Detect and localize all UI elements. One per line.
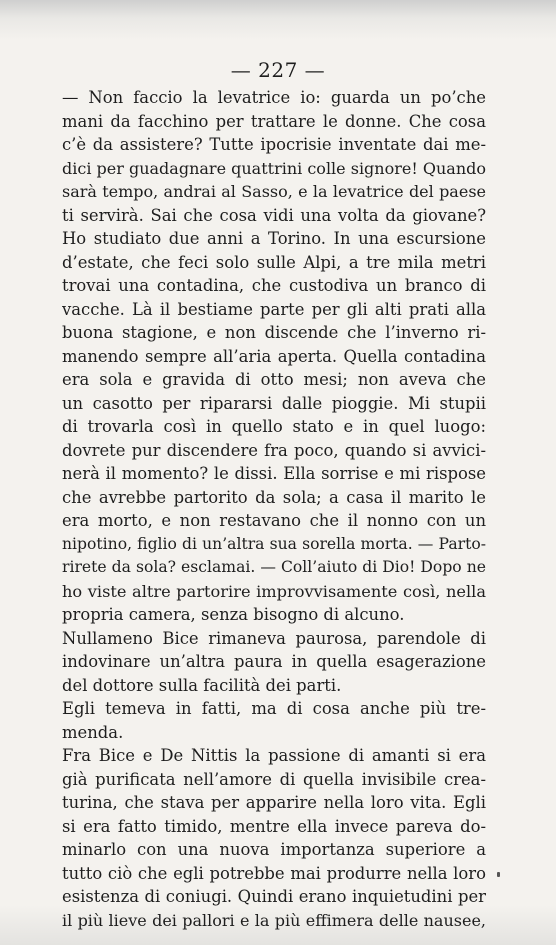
text-line: rirete da sola? esclamai. — Coll’aiuto di Dio! Dopo ne <box>62 558 486 576</box>
text-line: trovai una contadina, che custodiva un branco di <box>62 276 486 295</box>
text-line: dici per guadagnare quattrini colle signore! Quando <box>62 158 486 178</box>
text-line: tutto ciò che egli potrebbe mai produrre nella loro <box>62 863 486 883</box>
text-line: mani da facchino per trattare le donne. Che cosa <box>62 111 486 131</box>
text-line: dovrete pur discendere fra poco, quando si avvici- <box>62 440 486 460</box>
text-line: era sola e gravida di otto mesi; non aveva che <box>62 370 486 389</box>
text-line: indovinare un’altra paura in quella esagerazione <box>62 652 486 671</box>
text-line: Ho studiato due anni a Torino. In una escursione <box>62 229 486 248</box>
text-line: turina, che stava per apparire nella loro vita. Egli <box>62 793 486 812</box>
text-line: menda. <box>62 722 124 742</box>
text-line: un casotto per ripararsi dalle pioggie. Mi stupii <box>62 393 486 413</box>
text-line: d’estate, che feci solo sulle Alpi, a tre mila metri <box>62 252 486 272</box>
text-line: minarlo con una nuova importanza superiore a <box>62 840 486 859</box>
text-line: già purificata nell’amore di quella invisibile crea- <box>62 769 486 789</box>
text-line: sarà tempo, andrai al Sasso, e la levatrice del paese <box>62 182 486 201</box>
text-line: si era fatto timido, mentre ella invece pareva do- <box>62 816 486 836</box>
text-line: esistenza di coniugi. Quindi erano inquietudini per <box>62 887 486 906</box>
text-line: — Non faccio la levatrice io: guarda un po’che <box>62 88 486 107</box>
text-line: del dottore sulla facilità dei parti. <box>62 675 342 695</box>
text-line: c’è da assistere? Tutte ipocrisie inventate dai me- <box>62 135 486 154</box>
text-line: propria camera, senza bisogno di alcuno. <box>62 605 405 624</box>
text-line: nipotino, figlio di un’altra sua sorella morta. — Parto- <box>62 534 486 553</box>
body-text <box>62 86 486 932</box>
text-line: Egli temeva in fatti, ma di cosa anche più tre- <box>62 699 486 718</box>
page-number: — 227 — <box>230 58 326 82</box>
text-line: Nullameno Bice rimaneva paurosa, parendole di <box>62 628 486 648</box>
text-line: ti servirà. Sai che cosa vidi una volta da giovane? <box>62 205 486 225</box>
text-line: buona stagione, e non discende che l’inverno ri- <box>62 323 486 342</box>
text-line: era morto, e non restavano che il nonno con un <box>62 511 486 530</box>
text-line: vacche. Là il bestiame parte per gli alti prati alla <box>62 299 486 319</box>
text-line: manendo sempre all’aria aperta. Quella contadina <box>62 346 486 366</box>
text-line: ho viste altre partorire improvvisamente così, nella <box>62 581 486 601</box>
text-line: di trovarla così in quello stato e in quel luogo: <box>62 417 486 436</box>
text-line: il più lieve dei pallori e la più effimera delle nausee, <box>62 910 486 930</box>
text-line: nerà il momento? le dissi. Ella sorrise e mi rispose <box>62 464 486 483</box>
text-line: Fra Bice e De Nittis la passione di amanti si era <box>62 746 486 765</box>
text-line: che avrebbe partorito da sola; a casa il marito le <box>62 487 486 507</box>
print-speck <box>497 872 500 877</box>
